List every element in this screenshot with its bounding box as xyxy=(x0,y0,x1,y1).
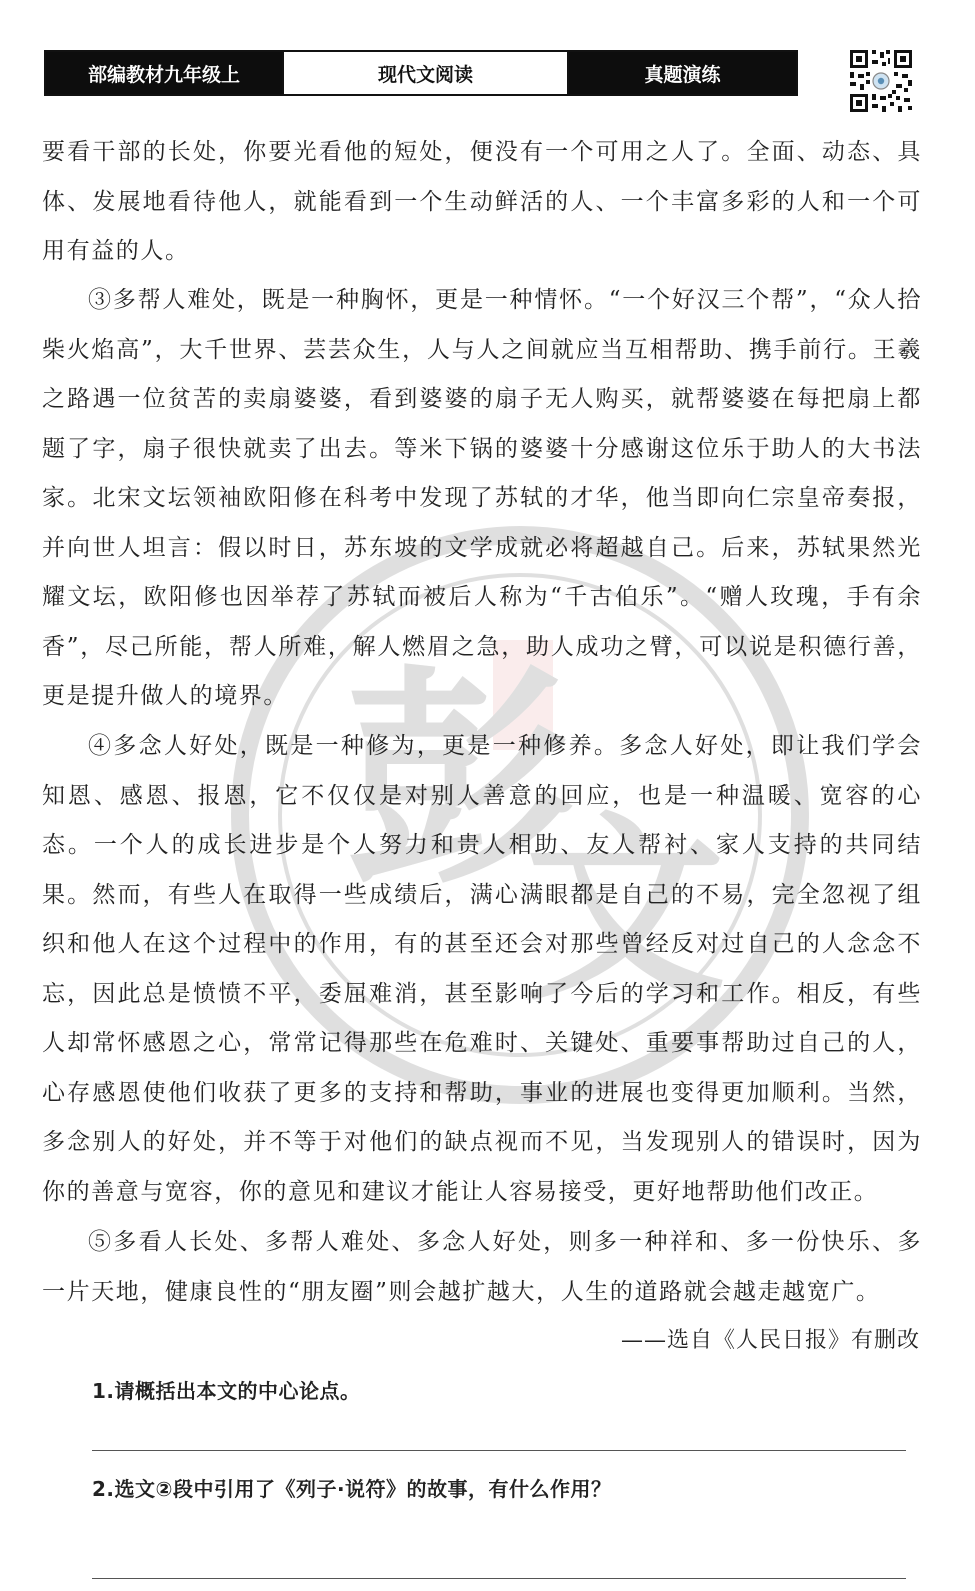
practice-label: 真题演练 xyxy=(569,52,796,94)
question-2: 2.选文②段中引用了《列子·说符》的故事，有什么作用？ xyxy=(92,1477,612,1501)
paragraph-5: ⑤多看人长处、多帮人难处、多念人好处，则多一种祥和、多一份快乐、多一片天地，健康良性的“朋友圈”则会越扩越大，人生的道路就会越走越宽广。 xyxy=(42,1229,922,1305)
answer-line-2[interactable] xyxy=(92,1578,906,1579)
source-citation: ——选自《人民日报》有删改 xyxy=(620,1328,920,1353)
paragraph-4: ④多念人好处，既是一种修为，更是一种修养。多念人好处，即让我们学会知恩、感恩、报恩，它不仅仅是对别人善意的回应，也是一种温暖、宽容的心态。一个人的成长进步是个人努力和贵人相助、友人帮衬、家人支持的共同结果。然而，有些人在取得一些成绩后，满心满眼都是自己的不易，完全忽视了组织和他人在这个过程中的作用，有的甚至还会对那些曾经反对过自己的人念念不忘，因此总是愤愤不平，委屈难消，甚至影响了今后的学习和工作。相反，有些人却常怀感恩之心，常常记得那些在危难时、关键处、重要事帮助过自己的人，心存感恩使他们收获了更多的支持和帮助，事业的进展也变得更加顺利。当然，多念别人的好处，并不等于对他们的缺点视而不见，当发现别人的错误时，因为你的善意与宽容，你的意见和建议才能让人容易接受，更好地帮助他们改正。 xyxy=(42,733,922,1205)
section-label: 现代文阅读 xyxy=(282,52,569,94)
answer-line-1[interactable] xyxy=(92,1450,906,1451)
paragraph-continuation: 要看干部的长处，你要光看他的短处，便没有一个可用之人了。全面、动态、具体、发展地看待他人，就能看到一个生动鲜活的人、一个丰富多彩的人和一个可用有益的人。 xyxy=(42,139,922,264)
paragraph-3: ③多帮人难处，既是一种胸怀，更是一种情怀。“一个好汉三个帮”，“众人拾柴火焰高”，大千世界、芸芸众生，人与人之间就应当互相帮助、携手前行。王羲之路遇一位贫苦的卖扇婆婆，看到婆婆的扇子无人购买，就帮婆婆在每把扇上都题了字，扇子很快就卖了出去。等米下锅的婆婆十分感谢这位乐于助人的大书法家。北宋文坛领袖欧阳修在科考中发现了苏轼的才华，他当即向仁宗皇帝奏报，并向世人坦言：假以时日，苏东坡的文学成就必将超越自己。后来，苏轼果然光耀文坛，欧阳修也因举荐了苏轼而被后人称为“千古伯乐”。“赠人玫瑰，手有余香”，尽己所能，帮人所难，解人燃眉之急，助人成功之臂，可以说是积德行善，更是提升做人的境界。 xyxy=(42,287,922,709)
textbook-label: 部编教材九年级上 xyxy=(46,52,282,94)
question-1: 1.请概括出本文的中心论点。 xyxy=(92,1379,361,1403)
header-bar xyxy=(44,50,798,96)
watermark-char-1: 彭 xyxy=(345,645,576,915)
qr-code-icon[interactable] xyxy=(848,48,914,114)
watermark-char-2: 文 xyxy=(525,793,726,1028)
